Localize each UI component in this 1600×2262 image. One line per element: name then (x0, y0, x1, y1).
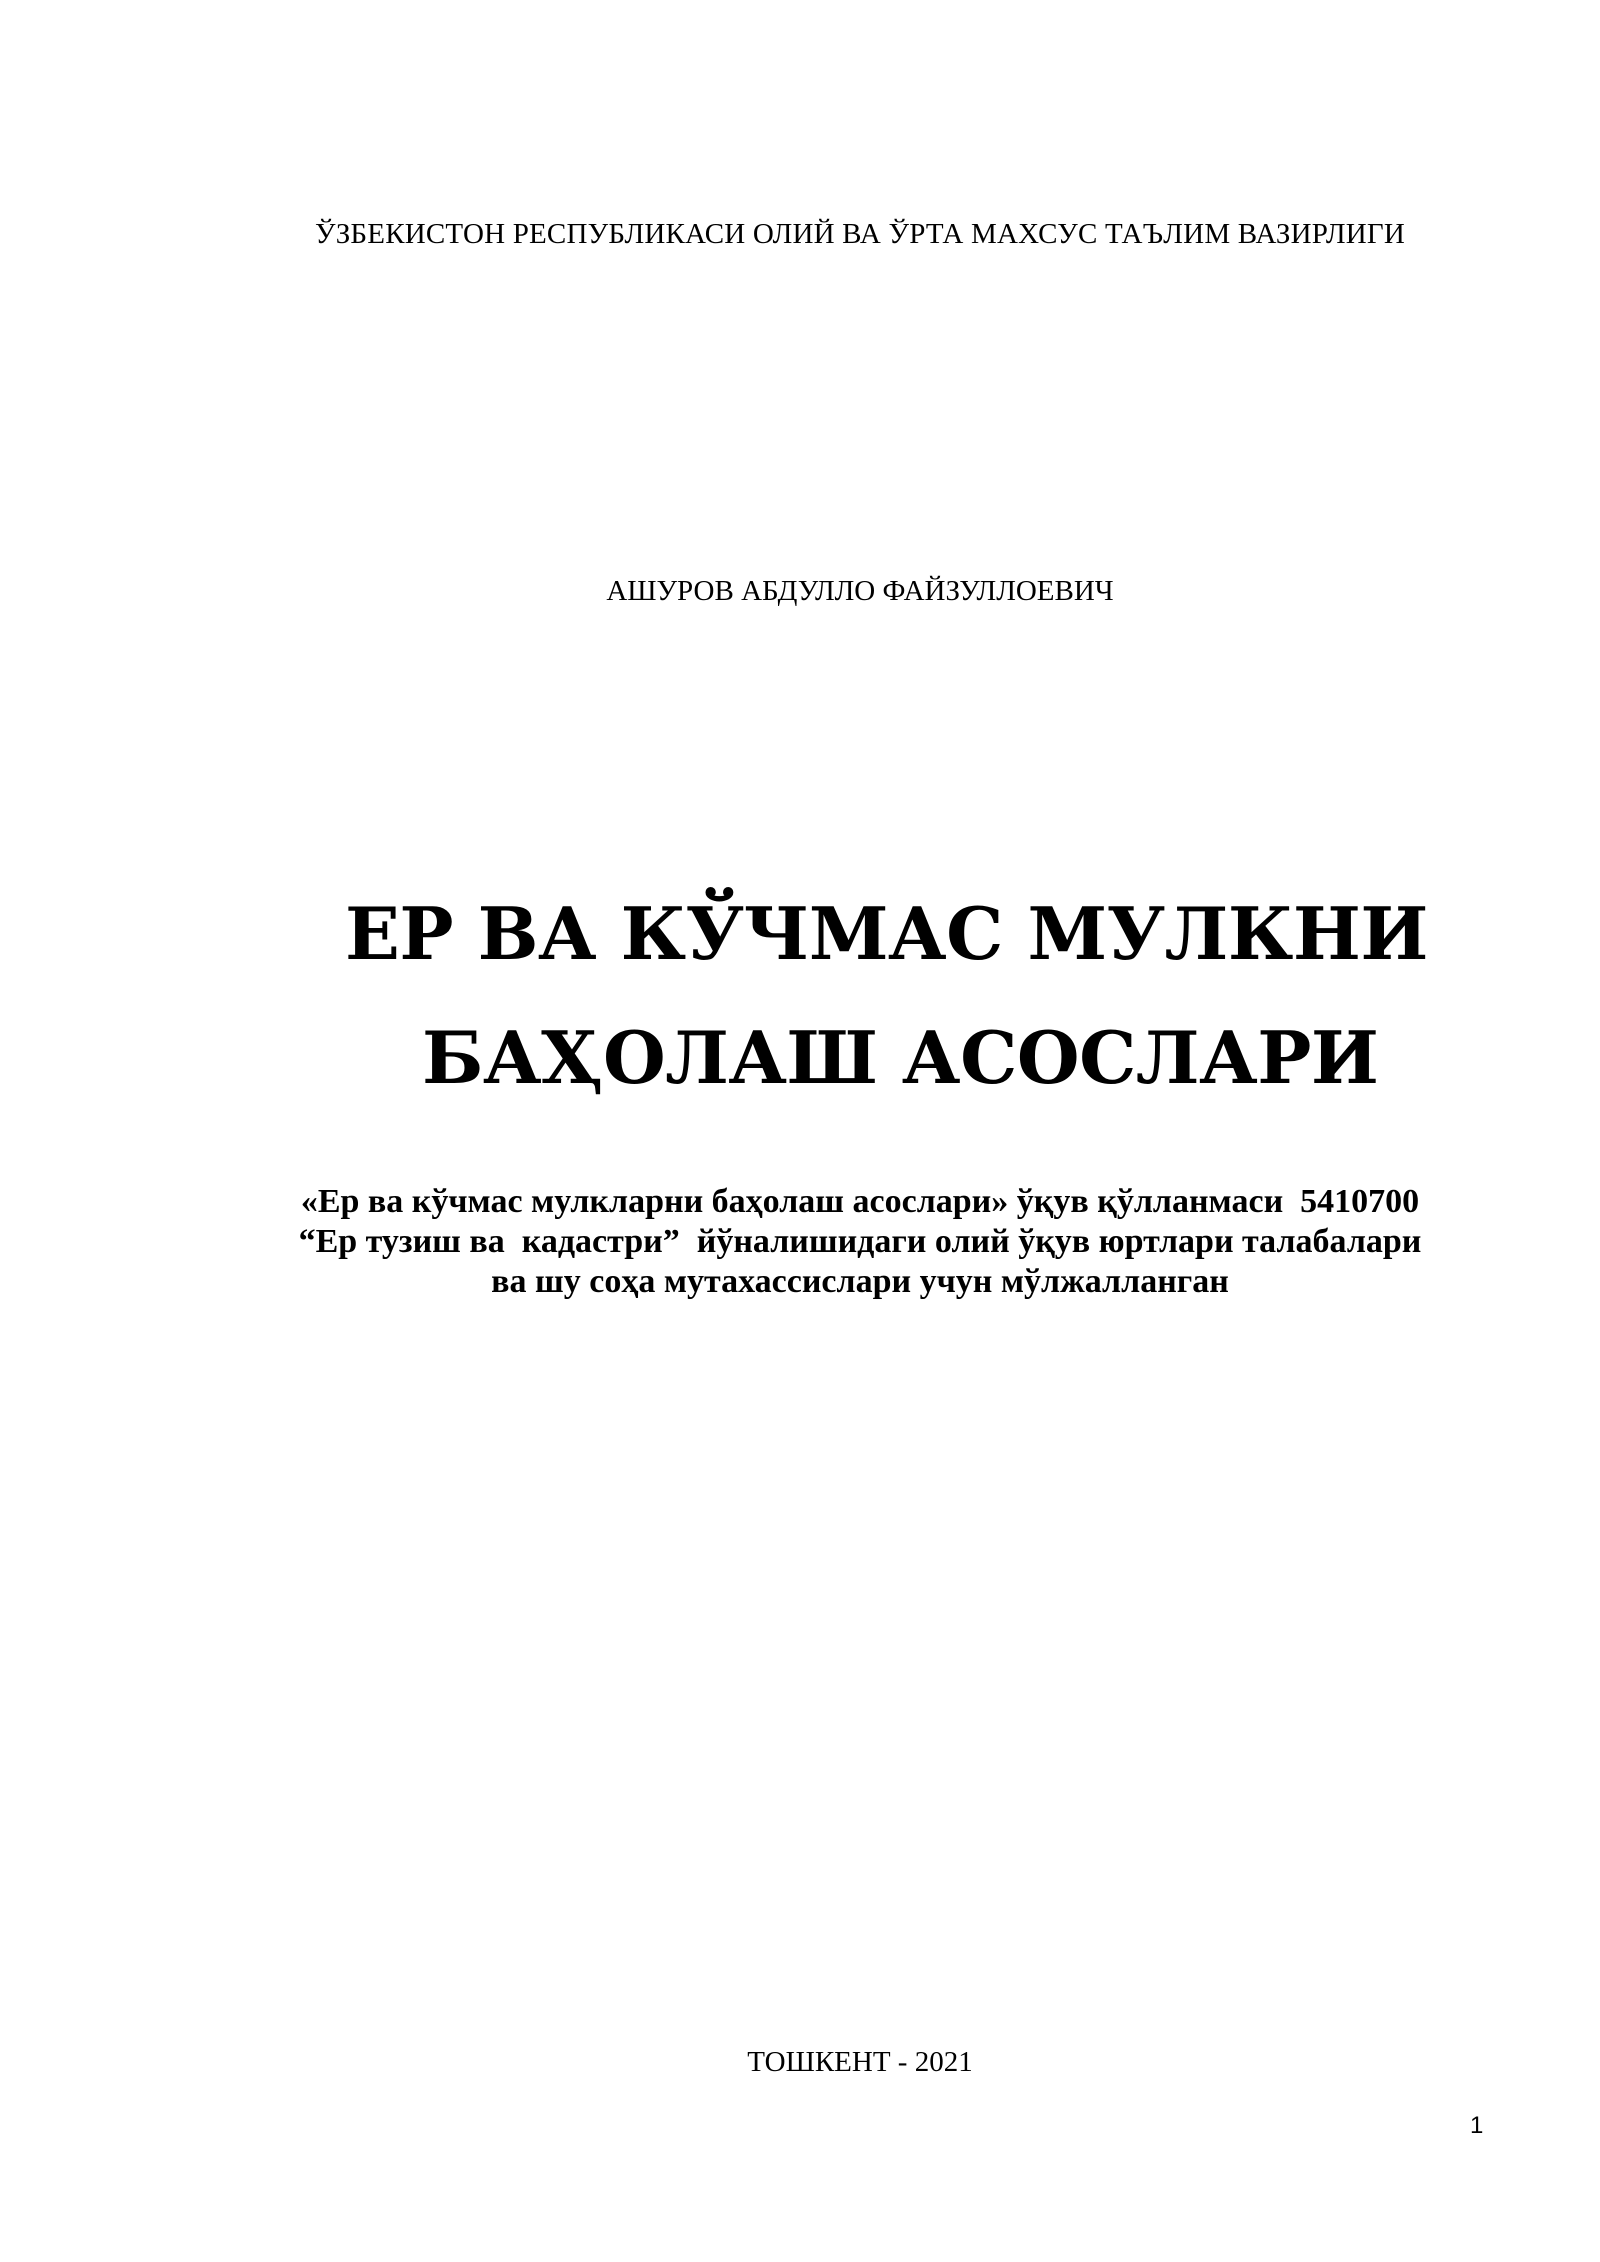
author-name: АШУРОВ АБДУЛЛО ФАЙЗУЛЛОЕВИЧ (606, 575, 1114, 607)
subtitle-line-2: “Ер тузиш ва кадастри” йўналишидаги олий ўқув юртлари талабалари (298, 1223, 1422, 1260)
document-title-line-1: ЕР ВА КЎЧМАС МУЛКНИ (345, 891, 1428, 976)
page-number: 1 (1470, 2112, 1484, 2139)
document-title-line-2: БАҲОЛАШ АСОСЛАРИ (422, 1015, 1379, 1100)
document-subtitle (0, 1182, 1600, 1302)
ministry-heading: ЎЗБЕКИСТОН РЕСПУБЛИКАСИ ОЛИЙ ВА ЎРТА МАХСУС ТАЪЛИМ ВАЗИРЛИГИ (314, 218, 1406, 250)
city-year: ТОШКЕНТ - 2021 (747, 2046, 973, 2078)
subtitle-line-3: ва шу соҳа мутахассислари учун мўлжалланган (491, 1263, 1229, 1300)
subtitle-line-1: «Ер ва кўчмас мулкларни баҳолаш асослари» ўқув қўлланмаси 5410700 (300, 1183, 1420, 1220)
